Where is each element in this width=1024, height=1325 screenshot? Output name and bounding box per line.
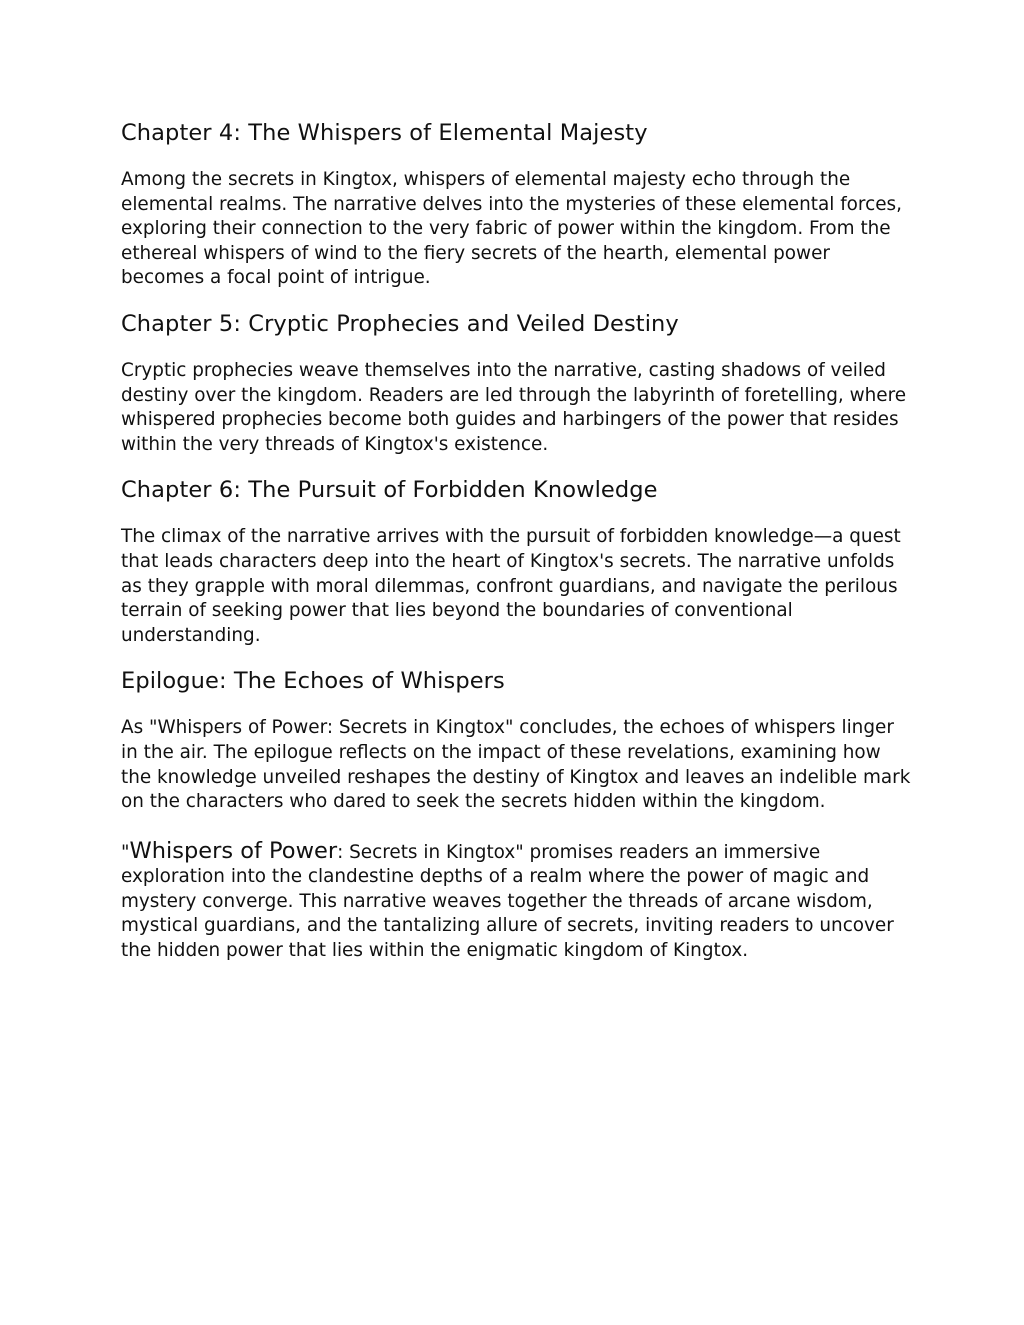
epilogue-paragraph: As "Whispers of Power: Secrets in Kingtox" concludes, the echoes of whispers linger in the air. The epilogue reflects on the impact of these revelations, examining how the knowledge unveiled reshapes the destiny of Kingtox and leaves an indelible mark on the characters who dared to seek the secrets hidden within the kingdom. [121, 717, 911, 813]
chapter-4-heading: Chapter 4: The Whispers of Elemental Majesty [121, 120, 648, 146]
epilogue-heading: Epilogue: The Echoes of Whispers [121, 668, 505, 695]
closing-rest: : Secrets in Kingtox" promises readers an immersive exploration into the clandestine depths of a realm where the power of magic and mystery converge. This narrative weaves together the threads of arcane wisdom, mystical guardians, and the tantalizing allure of secrets, inviting readers to uncover the hidden power that lies within the enigmatic kingdom of Kingtox. [121, 841, 894, 962]
closing-paragraph [121, 839, 911, 964]
closing-open-quote: " [121, 841, 130, 863]
chapter-6-heading: Chapter 6: The Pursuit of Forbidden Knowledge [121, 477, 658, 504]
chapter-6-paragraph: The climax of the narrative arrives with the pursuit of forbidden knowledge—a quest that leads characters deep into the heart of Kingtox's secrets. The narrative unfolds as they grapple with moral dilemmas, confront guardians, and navigate the perilous terrain of seeking power that lies beyond the boundaries of conventional understanding. [121, 526, 901, 646]
closing-title-large: Whispers of Power [129, 837, 338, 864]
document-page [121, 118, 911, 964]
chapter-4-paragraph: Among the secrets in Kingtox, whispers of elemental majesty echo through the elemental realms. The narrative delves into the mysteries of these elemental forces, exploring their connection to the very fabric of power within the kingdom. From the ethereal whispers of wind to the fiery secrets of the hearth, elemental power becomes a focal point of intrigue. [121, 169, 902, 289]
chapter-5-paragraph: Cryptic prophecies weave themselves into the narrative, casting shadows of veiled destiny over the kingdom. Readers are led through the labyrinth of foretelling, where whispered prophecies become both guides and harbingers of the power that resides within the very threads of Kingtox's existence. [121, 359, 907, 455]
chapter-5-heading: Chapter 5: Cryptic Prophecies and Veiled Destiny [121, 310, 679, 337]
